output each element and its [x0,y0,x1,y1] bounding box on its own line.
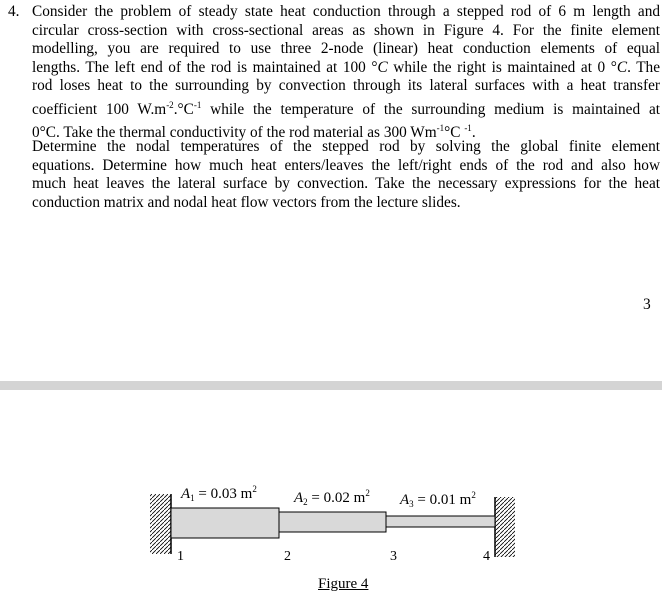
node-label-2: 2 [284,549,291,564]
rod-segment-3 [386,516,495,527]
right-wall-hatch [495,497,515,557]
problem-number: 4. [8,3,20,20]
task-line-2: equations. Determine how much heat enters/leaves the left/right ends of the rod and also how [32,156,660,174]
task-statement [0,138,660,212]
figure-caption: Figure 4 [318,576,369,592]
task-line-3: much heat leaves the lateral surface by convection. Take the necessary expressions for the heat [32,175,660,192]
rod-segment-1 [171,508,279,538]
area-label-3: $A_3 = 0.01$ $m^2$ [400,490,476,509]
area-label-1: $A_1 = 0.03$ $m^2$ [181,484,257,503]
problem-statement [0,3,660,143]
rod-segment-2 [279,512,386,532]
node-label-4: 4 [483,549,490,564]
page-separator [0,381,662,390]
node-label-3: 3 [390,549,397,564]
problem-line-4: lengths. The left end of the rod is maintained at 100 °C while the right is maintained at 0 °C. The [32,58,660,76]
page-number: 3 [643,296,651,313]
task-line-1: Determine the nodal temperatures of the stepped rod by solving the global finite element [32,138,660,155]
problem-line-7: 0°C. Take the thermal conductivity of the rod material as 300 $Wm^{-1}^\circ C$ $^{-1}$. [32,123,476,141]
problem-line-3: modelling, you are required to use three 2-node (linear) heat conduction elements of equal [32,40,660,57]
problem-line-6: coefficient 100 $W.m^{-2}.^\circ C^{-1}$ while the temperature of the surrounding medium is maintained at [32,99,660,118]
problem-line-1: 4. Consider the problem of steady state heat conduction through a stepped rod of 6 m length and [8,3,660,20]
task-line-4: conduction matrix and nodal heat flow vectors from the lecture slides. [32,193,461,211]
figure-4 [0,390,662,595]
left-wall-hatch [150,494,171,554]
problem-line-2: circular cross-section with cross-sectional areas as shown in Figure 4. For the finite element [32,21,660,39]
node-label-1: 1 [177,549,184,564]
problem-line-5: rod loses heat to the surrounding by convection through its lateral surfaces with a heat transfer [32,77,660,94]
area-label-2: $A_2 = 0.02$ $m^2$ [294,488,370,507]
